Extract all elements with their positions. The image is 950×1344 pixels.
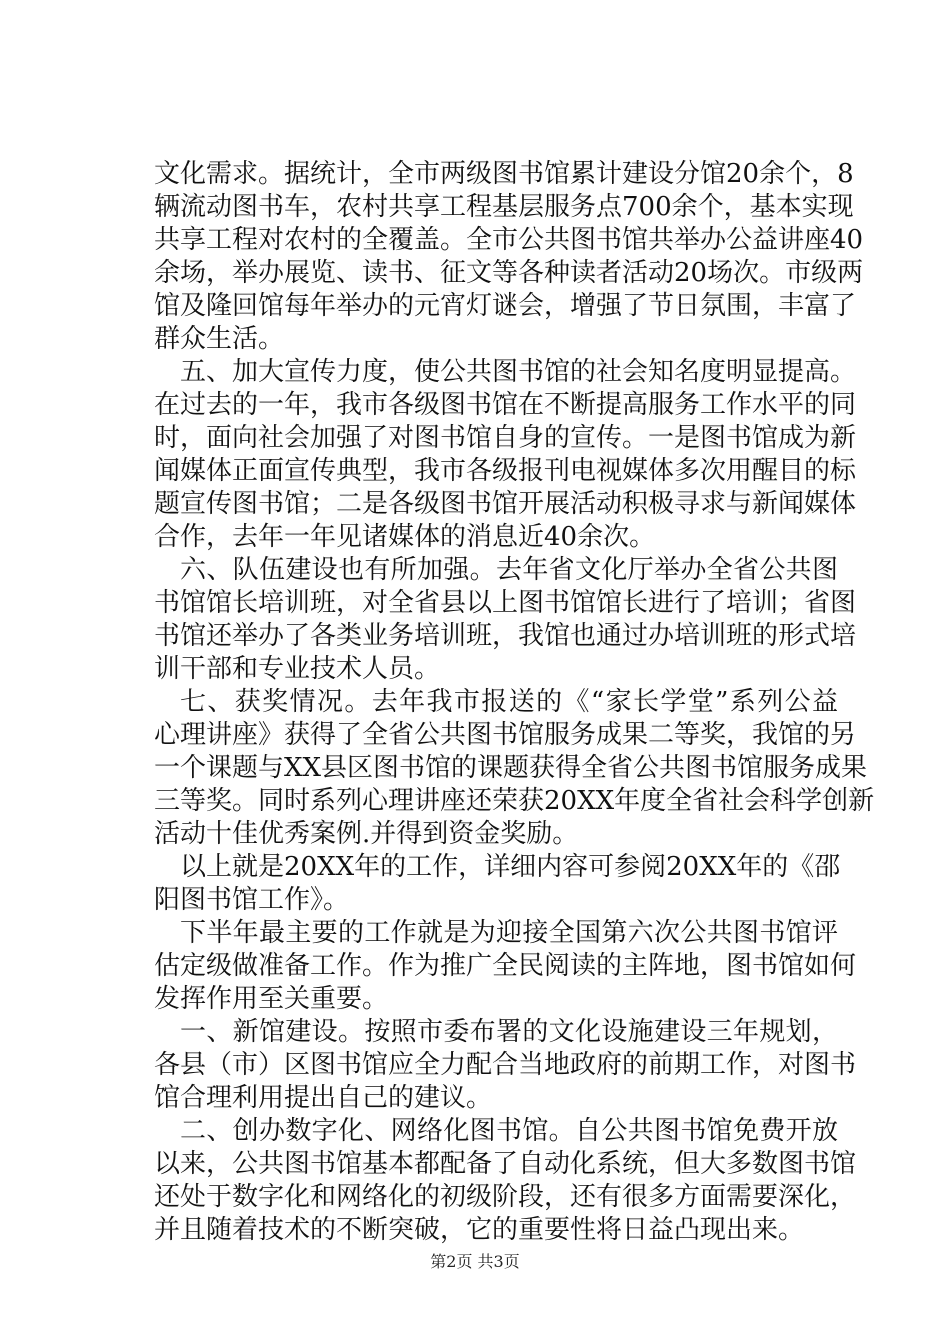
text-line: 并且随着技术的不断突破，它的重要性将日益凸现出来。	[154, 1215, 805, 1245]
text-line: 馆及隆回馆每年举办的元宵灯谜会，增强了节日氛围，丰富了	[154, 291, 857, 321]
text-line: 共享工程对农村的全覆盖。全市公共图书馆共举办公益讲座40	[154, 225, 864, 255]
text-line: 二、创办数字化、网络化图书馆。自公共图书馆免费开放	[180, 1116, 838, 1146]
text-line: 余场，举办展览、读书、征文等各种读者活动20场次。市级两	[154, 258, 864, 288]
text-line: 五、加大宣传力度，使公共图书馆的社会知名度明显提高。	[180, 357, 857, 387]
page-footer: 第2页 共3页	[430, 1252, 520, 1271]
text-line: 各县（市）区图书馆应全力配合当地政府的前期工作，对图书	[154, 1050, 857, 1080]
text-line: 活动十佳优秀案例.并得到资金奖励。	[154, 819, 579, 849]
text-line: 发挥作用至关重要。	[154, 984, 389, 1014]
text-line: 文化需求。据统计，全市两级图书馆累计建设分馆20余个，8	[154, 159, 854, 189]
text-line: 以来，公共图书馆基本都配备了自动化系统，但大多数图书馆	[154, 1149, 857, 1179]
text-line: 时，面向社会加强了对图书馆自身的宣传。一是图书馆成为新	[154, 423, 857, 453]
text-line: 七、获奖情况。去年我市报送的《“家长学堂”系列公益	[180, 687, 838, 717]
text-line: 在过去的一年，我市各级图书馆在不断提高服务工作水平的同	[154, 390, 857, 420]
text-line: 书馆还举办了各类业务培训班，我馆也通过办培训班的形式培	[154, 621, 857, 651]
text-line: 一、新馆建设。按照市委布署的文化设施建设三年规划，	[180, 1017, 838, 1047]
text-line: 阳图书馆工作》。	[154, 885, 350, 915]
text-line: 三等奖。同时系列心理讲座还荣获20XX年度全省社会科学创新	[154, 786, 875, 816]
text-line: 辆流动图书车，农村共享工程基层服务点700余个，基本实现	[154, 192, 854, 222]
text-line: 心理讲座》获得了全省公共图书馆服务成果二等奖，我馆的另	[154, 720, 857, 750]
text-line: 合作，去年一年见诸媒体的消息近40余次。	[154, 522, 656, 552]
text-line: 还处于数字化和网络化的初级阶段，还有很多方面需要深化，	[154, 1182, 857, 1212]
text-line: 训干部和专业技术人员。	[154, 654, 441, 684]
text-line: 下半年最主要的工作就是为迎接全国第六次公共图书馆评	[180, 918, 838, 948]
text-line: 馆合理利用提出自己的建议。	[154, 1083, 493, 1113]
text-line: 闻媒体正面宣传典型，我市各级报刊电视媒体多次用醒目的标	[154, 456, 857, 486]
text-line: 群众生活。	[154, 324, 285, 354]
text-line: 估定级做准备工作。作为推广全民阅读的主阵地，图书馆如何	[154, 951, 857, 981]
text-line: 题宣传图书馆；二是各级图书馆开展活动积极寻求与新闻媒体	[154, 489, 857, 519]
text-line: 以上就是20XX年的工作，详细内容可参阅20XX年的《邵	[180, 852, 841, 882]
text-line: 书馆馆长培训班，对全省县以上图书馆馆长进行了培训；省图	[154, 588, 857, 618]
text-line: 一个课题与XX县区图书馆的课题获得全省公共图书馆服务成果	[154, 753, 868, 783]
document-body	[154, 158, 875, 1247]
text-line: 六、队伍建设也有所加强。去年省文化厅举办全省公共图	[180, 555, 838, 585]
